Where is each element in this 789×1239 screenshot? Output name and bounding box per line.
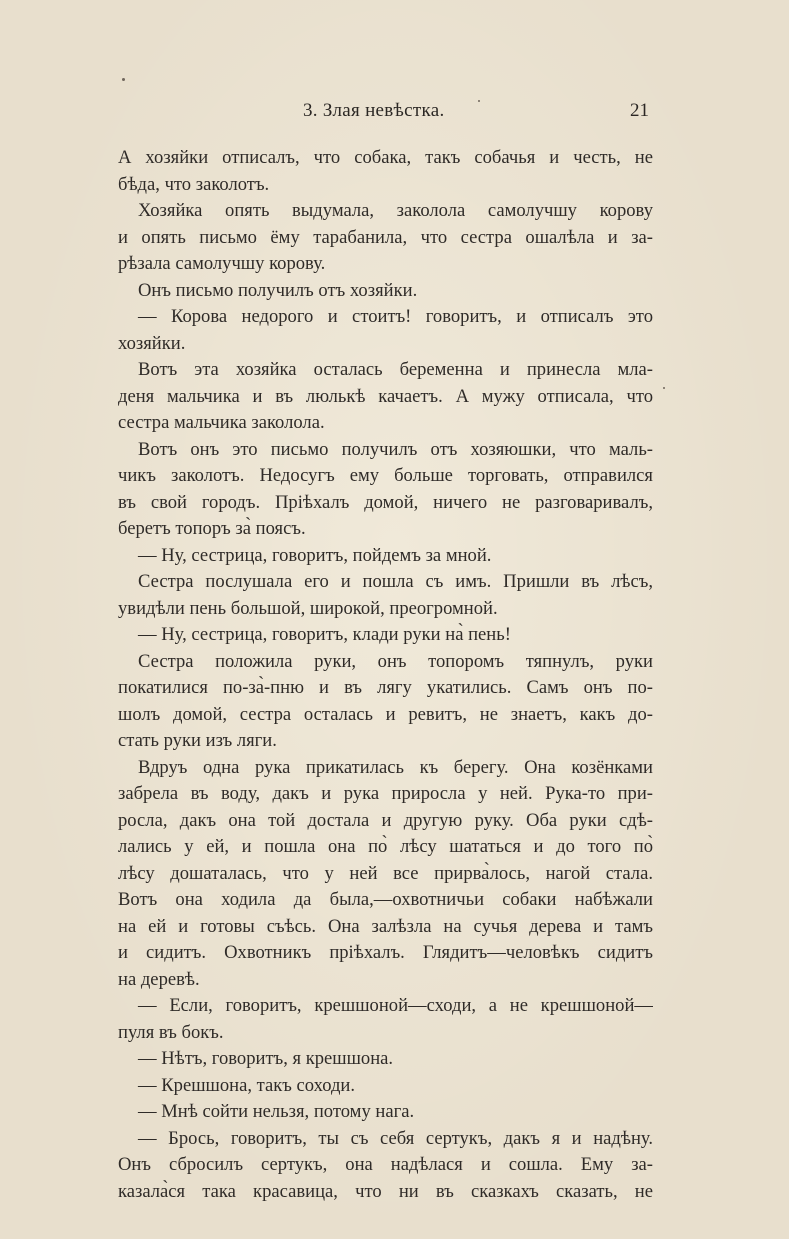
text-line: и сидитъ. Охвотникъ пріѣхалъ. Глядитъ—человѣкъ сидитъ (118, 942, 653, 963)
text-line: лѣсу дошаталась, что у ней все прирва̀лось, нагой стала. (118, 862, 653, 884)
text-line: чикъ заколотъ. Недосугъ ему больше торговать, отправился (118, 465, 653, 486)
text-line: росла, дакъ она той достала и другую руку. Оба руки сдѣ- (118, 809, 653, 831)
text-line: Вотъ эта хозяйка осталась беременна и принесла мла- (138, 359, 653, 380)
text-line: на ей и готовы съѣсь. Она залѣзла на сучья дерева и тамъ (118, 915, 653, 937)
running-header (0, 100, 789, 130)
text-line: — Крешшона, такъ соходи. (138, 1074, 356, 1096)
text-line: — Мнѣ сойти нельзя, потому нага. (138, 1101, 415, 1122)
text-line: деня мальчика и въ люлькѣ качаетъ. А мужу отписала, что (118, 385, 653, 407)
text-line: беретъ топоръ за̀ поясъ. (118, 518, 306, 539)
text-line: стать руки изъ ляги. (118, 730, 277, 751)
text-line: сестра мальчика заколола. (118, 412, 325, 433)
text-line: — Нѣтъ, говоритъ, я крешшона. (138, 1048, 394, 1069)
text-line: Вдруъ одна рука прикатилась къ берегу. Она козёнками (138, 756, 653, 778)
text-line: увидѣли пень большой, широкой, преогромной. (118, 597, 498, 619)
text-line: Сестра послушала его и пошла съ имъ. Пришли въ лѣсъ, (138, 571, 653, 592)
text-line: Онъ сбросилъ сертукъ, она надѣлася и сошла. Ему за- (118, 1154, 653, 1175)
chapter-title: 3. Злая невѣстка. (303, 100, 445, 121)
text-line: Вотъ онъ это письмо получилъ отъ хозяюшки, что маль- (138, 438, 653, 460)
text-line: хозяйки. (118, 332, 186, 354)
page-number: 21 (630, 100, 649, 121)
text-line: — Корова недорого и стоитъ! говоритъ, и отписалъ это (138, 306, 653, 327)
text-line: Хозяйка опять выдумала, заколола самолучшу корову (138, 200, 653, 221)
text-line: забрела въ воду, дакъ и рука приросла у ней. Рука-то при- (118, 783, 653, 804)
text-line: — Брось, говоритъ, ты съ себя сертукъ, дакъ я и надѣну. (138, 1127, 653, 1149)
text-line: покатилися по-за̀-пню и въ лягу укатились. Самъ онъ по- (118, 677, 653, 698)
text-line: лались у ей, и пошла она по̀ лѣсу шататься и до того по̀ (118, 836, 653, 857)
text-line: — Если, говоритъ, крешшоной—сходи, а не крешшоной— (138, 995, 653, 1016)
text-line: пуля въ бокъ. (118, 1021, 224, 1043)
text-line: въ свой городъ. Пріѣхалъ домой, ничего не разговаривалъ, (118, 491, 653, 513)
print-speck (122, 78, 125, 81)
text-line: шолъ домой, сестра осталась и ревитъ, не знаетъ, какъ до- (118, 703, 653, 725)
body-text (118, 145, 653, 1205)
text-line: и опять письмо ёму тарабанила, что сестра ошалѣла и за- (118, 226, 653, 248)
text-line: казала̀ся така красавица, что ни въ сказкахъ сказать, не (118, 1180, 653, 1202)
text-line: — Ну, сестрица, говоритъ, пойдемъ за мной. (138, 544, 492, 566)
text-line: Сестра положила руки, онъ топоромъ тяпнулъ, руки (138, 650, 653, 672)
text-line: Онъ письмо получилъ отъ хозяйки. (138, 279, 418, 301)
text-line: А хозяйки отписалъ, что собака, такъ собачья и честь, не (118, 147, 653, 168)
print-speck (663, 387, 665, 389)
text-line: бѣда, что заколотъ. (118, 173, 270, 195)
text-line: Вотъ она ходила да была,—охвотничьи собаки набѣжали (118, 889, 653, 910)
text-line: — Ну, сестрица, говоритъ, клади руки на̀ пень! (138, 624, 511, 645)
text-line: на деревѣ. (118, 968, 200, 990)
text-line: рѣзала самолучшу корову. (118, 253, 326, 274)
